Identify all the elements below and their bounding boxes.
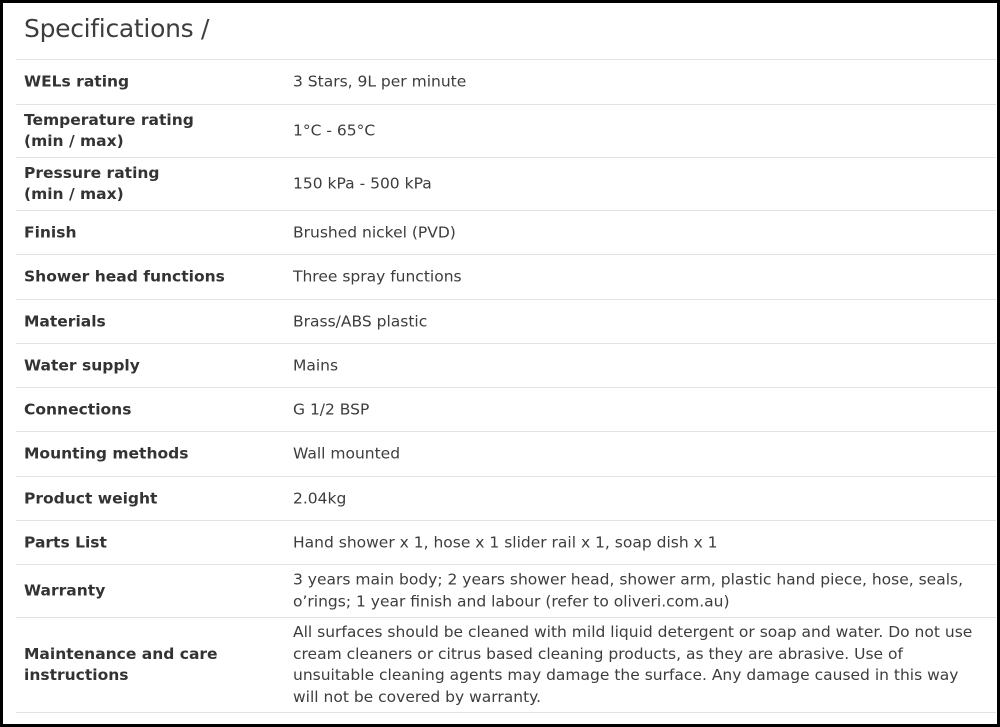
specifications-table — [16, 59, 996, 713]
spec-label: Shower head functions — [24, 267, 225, 286]
table-row — [16, 565, 996, 618]
table-row — [16, 105, 996, 158]
spec-value: Brass/ABS plastic — [293, 311, 428, 330]
table-row — [16, 432, 996, 477]
page-title: Specifications / — [24, 14, 210, 43]
spec-label: Water supply — [24, 356, 140, 374]
table-row — [16, 388, 996, 432]
table-row — [16, 158, 996, 211]
spec-value: 150 kPa - 500 kPa — [293, 174, 432, 193]
spec-value: 3 years main body; 2 years shower head, shower arm, plastic hand piece, hose, seals, o’rings; 1 year finish and labour (refer to oliveri.com.au) — [293, 570, 964, 610]
spec-label: Finish — [24, 223, 77, 241]
spec-value: Hand shower x 1, hose x 1 slider rail x 1, soap dish x 1 — [293, 532, 718, 551]
table-row — [16, 618, 996, 713]
table-row — [16, 344, 996, 388]
table-row — [16, 300, 996, 344]
spec-value: Three spray functions — [293, 267, 462, 286]
table-row — [16, 255, 996, 300]
table-row — [16, 60, 996, 105]
spec-label: Mounting methods — [24, 444, 189, 463]
spec-value: Brushed nickel (PVD) — [293, 222, 456, 241]
spec-label: Warranty — [24, 581, 106, 600]
spec-label: Temperature rating (min / max) — [24, 111, 194, 150]
spec-label: Connections — [24, 400, 132, 418]
spec-label: Maintenance and care instructions — [24, 645, 218, 684]
spec-value: Mains — [293, 355, 339, 374]
spec-label: WELs rating — [24, 72, 130, 91]
table-row — [16, 521, 996, 565]
spec-value: G 1/2 BSP — [293, 399, 370, 418]
table-row — [16, 211, 996, 255]
spec-value: 1°C - 65°C — [293, 121, 376, 140]
spec-value: All surfaces should be cleaned with mild liquid detergent or soap and water. Do not use cream cleaners or citrus based cleaning products, as they are abrasive. Use of unsuitable cleaning agents may damage the surface. Any damage caused in this way will not be covered by warranty. — [293, 623, 973, 706]
spec-label: Materials — [24, 312, 106, 330]
spec-value: 2.04kg — [293, 488, 347, 507]
spec-label: Product weight — [24, 489, 158, 507]
spec-label: Parts List — [24, 533, 107, 551]
spec-label: Pressure rating (min / max) — [24, 164, 160, 203]
spec-value: 3 Stars, 9L per minute — [293, 72, 467, 91]
spec-value: Wall mounted — [293, 444, 401, 463]
table-row — [16, 477, 996, 521]
